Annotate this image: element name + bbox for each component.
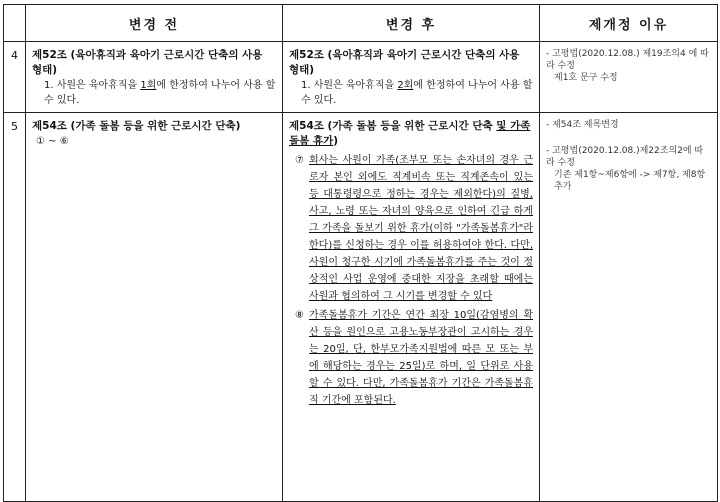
article-item: 1. 사원은 육아휴직을 1회에 한정하여 나누어 사용 할 수 있다.: [44, 80, 276, 106]
paragraph-marker: ⑧: [295, 310, 304, 321]
article-item: 1. 사원은 육아휴직을 2회에 한정하여 나누어 사용 할 수 있다.: [301, 80, 533, 106]
table-row: [4, 113, 718, 502]
after-cell: [283, 42, 540, 113]
reason-item: - 제54조 제목변경: [546, 120, 619, 130]
comparison-table: [3, 4, 718, 502]
header-after: 변경 후: [283, 5, 540, 42]
article-title: 제54조 (가족 돌봄 등을 위한 근로시간 단축 및 가족돌봄 휴가): [289, 120, 531, 147]
paragraph-8: [289, 307, 533, 409]
paragraph-7: [289, 152, 533, 305]
table-row: [4, 42, 718, 113]
after-cell: [283, 113, 540, 502]
paragraph-text: 가족돌봄휴가 기간은 연간 최장 10일(감염병의 확산 등을 원인으로 고용노동부장관이 고시하는 경우는 20일, 단, 한부모가족지원법에 따른 모 또는 부에 해당하는 경우는 25일)로 하며, 일 단위로 사용할 수 있다. 다만, 가족돌봄휴가 기간은 가족돌봄휴직 기간에 포함된다.: [309, 310, 533, 406]
article-title: 제52조 (육아휴직과 육아기 근로시간 단축의 사용 형태): [289, 49, 520, 76]
article-title: 제54조 (가족 돌봄 등을 위한 근로시간 단축): [32, 120, 241, 132]
header-row: [4, 5, 718, 42]
header-blank: [4, 5, 26, 42]
row-number: 4: [4, 42, 26, 113]
row-number: 5: [4, 113, 26, 502]
reason-item: - 고평법(2020.12.08.)제22조의2에 따라 수정: [546, 146, 704, 168]
reason-item: 기존 제1항~제6항에 -> 제7항, 제8항 추가: [554, 170, 706, 192]
header-reason: 제개정 이유: [540, 5, 718, 42]
before-cell: [26, 113, 283, 502]
header-before: 변경 전: [26, 5, 283, 42]
paragraph-marker: ⑦: [295, 155, 304, 166]
reason-cell: [540, 113, 718, 502]
reason-cell: [540, 42, 718, 113]
article-title: 제52조 (육아휴직과 육아기 근로시간 단축의 사용 형태): [32, 49, 263, 76]
reason-item: 제1호 문구 수정: [554, 73, 618, 83]
article-item: ① ~ ⑥: [36, 136, 69, 147]
reason-item: - 고평법(2020.12.08.) 제19조의4 에 따라 수정: [546, 49, 709, 71]
before-cell: [26, 42, 283, 113]
paragraph-text: 회사는 사원이 가족(조부모 또는 손자녀의 경우 근로자 본인 외에도 직계비속 또는 직계존속이 있는 등 대통령령으로 정하는 경우는 제외한다)의 질병, 사고, 노령 또는 자녀의 양육으로 인하여 긴급 하게 그 가족을 돌보기 위한 휴가(이하 "가족돌봄휴가"라 한다)를 신청하는 경우 이를 허용하여야 한다. 다만, 사원이 청구한 시기에 가족돌봄휴가를 주는 것이 정상적인 사업 운영에 중대한 지장을 초래할 때에는 사원과 협의하여 그 시기를 변경할 수 있다: [309, 155, 533, 302]
